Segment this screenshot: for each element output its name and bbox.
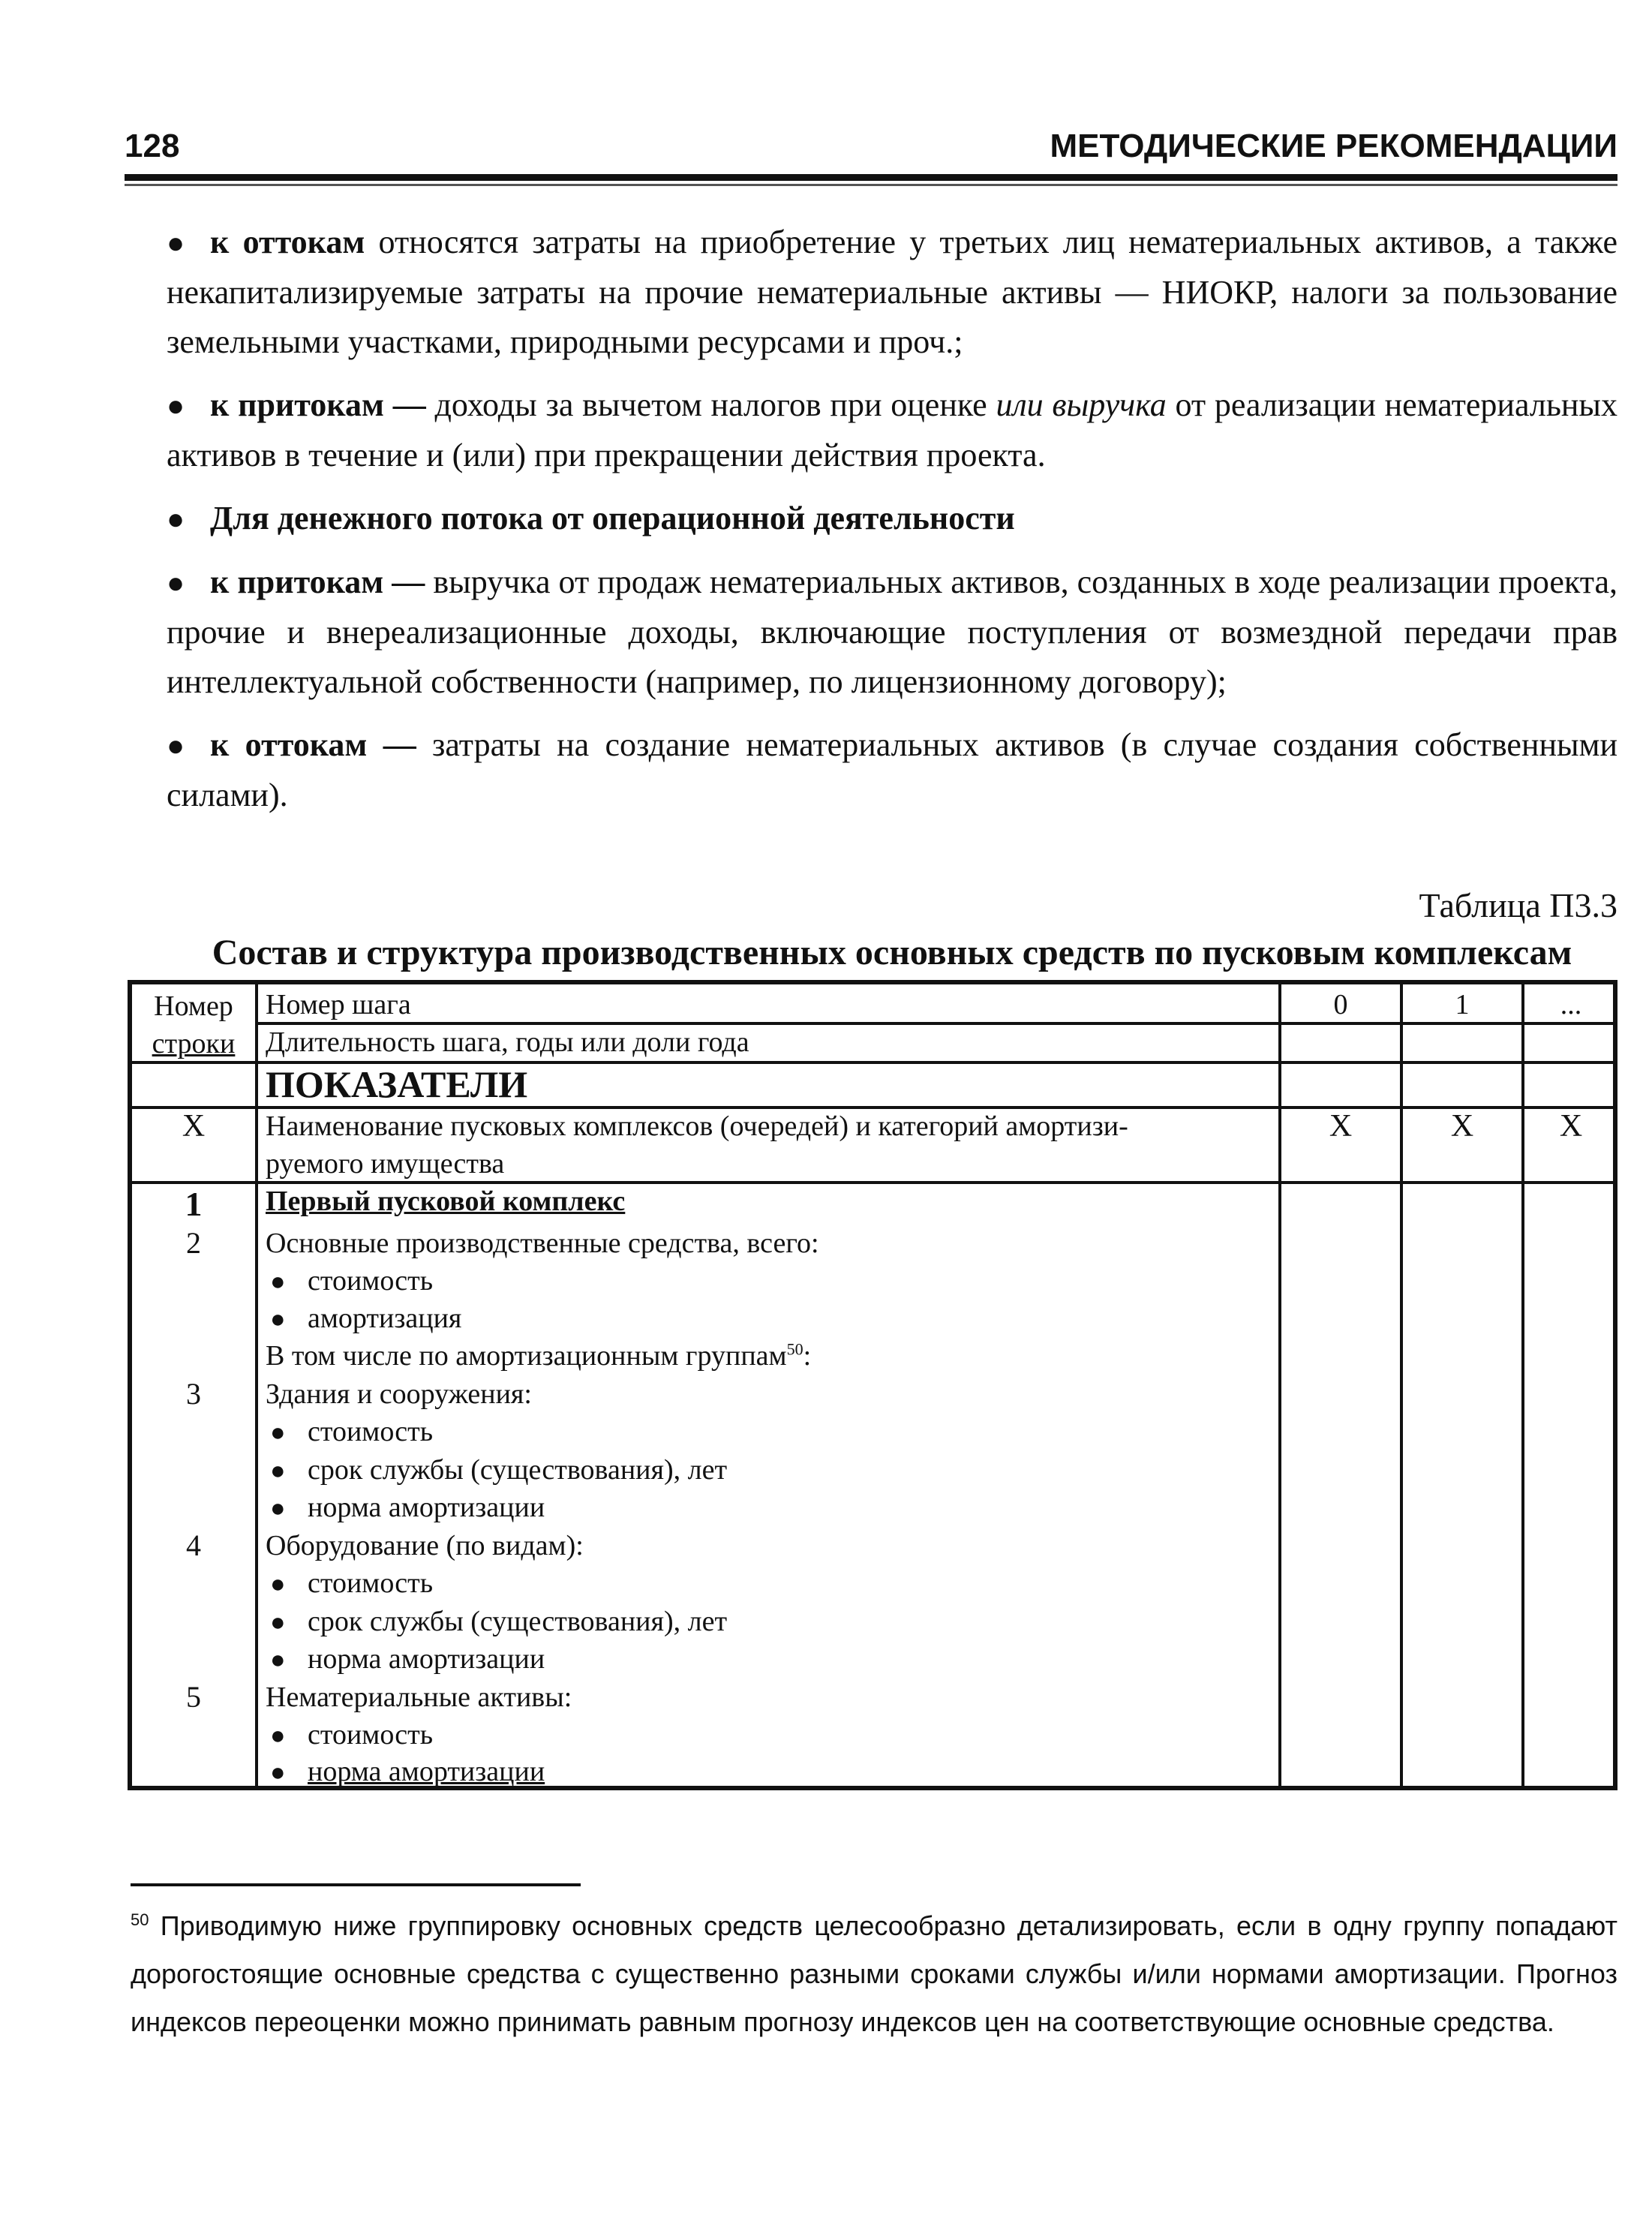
bullet-icon: ● — [270, 1495, 286, 1522]
first-launch-complex: Первый пусковой комплекс — [266, 1186, 626, 1217]
footnote — [131, 1902, 1617, 2046]
bullet-icon: ● — [270, 1759, 286, 1787]
bullet-icon: ● — [270, 1268, 286, 1296]
table-vline — [1278, 984, 1281, 1786]
header-step-0: 0 — [1333, 989, 1348, 1020]
header-rule — [125, 174, 1617, 181]
paragraph-text: выручка от продаж нематериальных активов, созданных в ходе реализации проекта, прочие и внереализационные доходы, включающие поступления от возмездной передачи прав интеллектуальной собственности (например, по лицензионному договору); — [167, 564, 1618, 700]
bullet-icon: ● — [167, 226, 185, 260]
list-item-text: срок службы (существования), лет — [308, 1454, 728, 1486]
table-label: Таблица П3.3 — [1419, 886, 1617, 924]
paragraph-emphasis: или выручка — [996, 386, 1167, 423]
list-item-text: стоимость — [308, 1265, 434, 1297]
indicators-heading: ПОКАЗАТЕЛИ — [266, 1063, 528, 1105]
bullet-icon: ● — [270, 1722, 286, 1750]
names-line-2: руемого имущества — [266, 1148, 505, 1180]
running-header — [125, 128, 1617, 173]
list-item-text: амортизация — [308, 1303, 462, 1334]
footnote-marker: 50 — [131, 1910, 149, 1929]
buildings-heading: Здания и сооружения: — [266, 1378, 532, 1410]
list-item-text: срок службы (существования), лет — [308, 1606, 728, 1637]
header-step-more: ... — [1560, 989, 1582, 1020]
bullet-icon: ● — [270, 1419, 286, 1447]
list-item — [266, 1716, 433, 1755]
paragraph-outflows-intangible — [167, 218, 1617, 367]
list-item — [266, 1451, 727, 1490]
paragraph-inflows-operating — [167, 557, 1617, 707]
paragraph-inflows-intangible — [167, 380, 1617, 480]
names-x-step-0: X — [1329, 1109, 1353, 1144]
depreciation-groups-note — [266, 1337, 811, 1375]
table-vline — [255, 984, 258, 1786]
list-item — [266, 1753, 545, 1792]
list-item-text: стоимость — [308, 1416, 434, 1447]
row-x-label: X — [182, 1109, 206, 1144]
paragraph-lead: Для денежного потока от операционной деятельности — [210, 500, 1015, 536]
paragraph-text: относятся затраты на приобретение у третьих лиц нематериальных активов, а также некапитализируемые затраты на прочие нематериальные активы — НИОКР, налоги за пользование земельными участками, природными ресурсами и проч.; — [167, 224, 1618, 360]
bullet-icon: ● — [270, 1570, 286, 1598]
data-table — [128, 980, 1617, 1790]
fixed-assets-total: Основные производственные средства, всего: — [266, 1228, 819, 1259]
paragraph-lead: к притокам — — [210, 564, 425, 600]
bullet-icon: ● — [270, 1609, 286, 1636]
list-item-text: норма амортизации — [308, 1492, 545, 1523]
list-item — [266, 1603, 727, 1642]
header-step-number: Номер шага — [266, 989, 411, 1020]
list-item — [266, 1489, 545, 1528]
equipment-heading: Оборудование (по видам): — [266, 1530, 584, 1561]
list-item — [266, 1413, 433, 1452]
names-description — [266, 1107, 1271, 1183]
header-step-1: 1 — [1455, 989, 1470, 1020]
row-number-4: 4 — [186, 1528, 201, 1562]
paragraph-lead: к оттокам — [210, 224, 365, 260]
list-item — [266, 1300, 461, 1339]
page-number: 128 — [125, 128, 180, 164]
table-title: Состав и структура производственных основных средств по пусковым комплексам — [212, 933, 1572, 972]
note-tail: : — [803, 1340, 812, 1372]
list-item-text: норма амортизации — [308, 1643, 545, 1675]
row-number-5: 5 — [186, 1680, 201, 1714]
bullet-icon: ● — [167, 566, 185, 600]
intangibles-heading: Нематериальные активы: — [266, 1682, 572, 1713]
bullet-icon: ● — [270, 1306, 286, 1333]
paragraph-operating-heading — [167, 494, 1617, 544]
row-number-1: 1 — [185, 1185, 203, 1223]
names-line-1: Наименование пусковых комплексов (очередей) и категорий амортизи- — [266, 1110, 1128, 1142]
header-step-duration: Длительность шага, годы или доли года — [266, 1026, 749, 1058]
list-item-text: норма амортизации — [308, 1756, 545, 1787]
paragraph-lead: к притокам — — [210, 386, 426, 423]
list-item — [266, 1262, 433, 1301]
list-item-text: стоимость — [308, 1567, 434, 1599]
paragraph-text: доходы за вычетом налогов при оценке — [425, 386, 996, 423]
names-x-step-more: X — [1559, 1109, 1583, 1144]
row-number-3: 3 — [186, 1377, 201, 1411]
footnote-text: Приводимую ниже группировку основных средств целесообразно детализировать, если в одну группу попадают дорогостоящие основные средства с существенно разными сроками службы и/или нормами амортизации. Прогноз индексов переоценки можно принимать равным прогнозу индексов цен на соответствующие основные средства. — [131, 1910, 1617, 2037]
names-x-step-1: X — [1450, 1109, 1474, 1144]
body-text — [167, 218, 1617, 834]
footnote-ref: 50 — [786, 1339, 803, 1359]
bullet-icon: ● — [167, 729, 185, 762]
bullet-icon: ● — [270, 1457, 286, 1485]
bullet-icon: ● — [270, 1646, 286, 1674]
header-row-number-line1: Номер — [154, 990, 233, 1022]
row-number-2: 2 — [186, 1226, 201, 1260]
paragraph-outflows-operating — [167, 720, 1617, 820]
header-rule-thin — [125, 184, 1617, 186]
list-item — [266, 1640, 545, 1679]
paragraph-text: затраты на создание нематериальных активов (в случае создания собственными силами). — [167, 726, 1617, 813]
header-row-number — [132, 987, 255, 1062]
running-title: МЕТОДИЧЕСКИЕ РЕКОМЕНДАЦИИ — [1050, 128, 1617, 164]
bullet-icon: ● — [167, 389, 185, 422]
paragraph-lead: к оттокам — — [210, 726, 416, 763]
table-vline — [1400, 984, 1403, 1786]
note-text: В том числе по амортизационным группам — [266, 1340, 787, 1372]
header-row-number-line2: строки — [152, 1028, 236, 1059]
footnote-rule — [131, 1883, 581, 1886]
list-item-text: стоимость — [308, 1719, 434, 1751]
table-vline — [1521, 984, 1524, 1786]
list-item — [266, 1564, 433, 1603]
paragraph-text: от реализации нематериальных активов в течение и (или) при прекращении действия проекта. — [167, 386, 1617, 473]
bullet-icon: ● — [167, 502, 185, 536]
